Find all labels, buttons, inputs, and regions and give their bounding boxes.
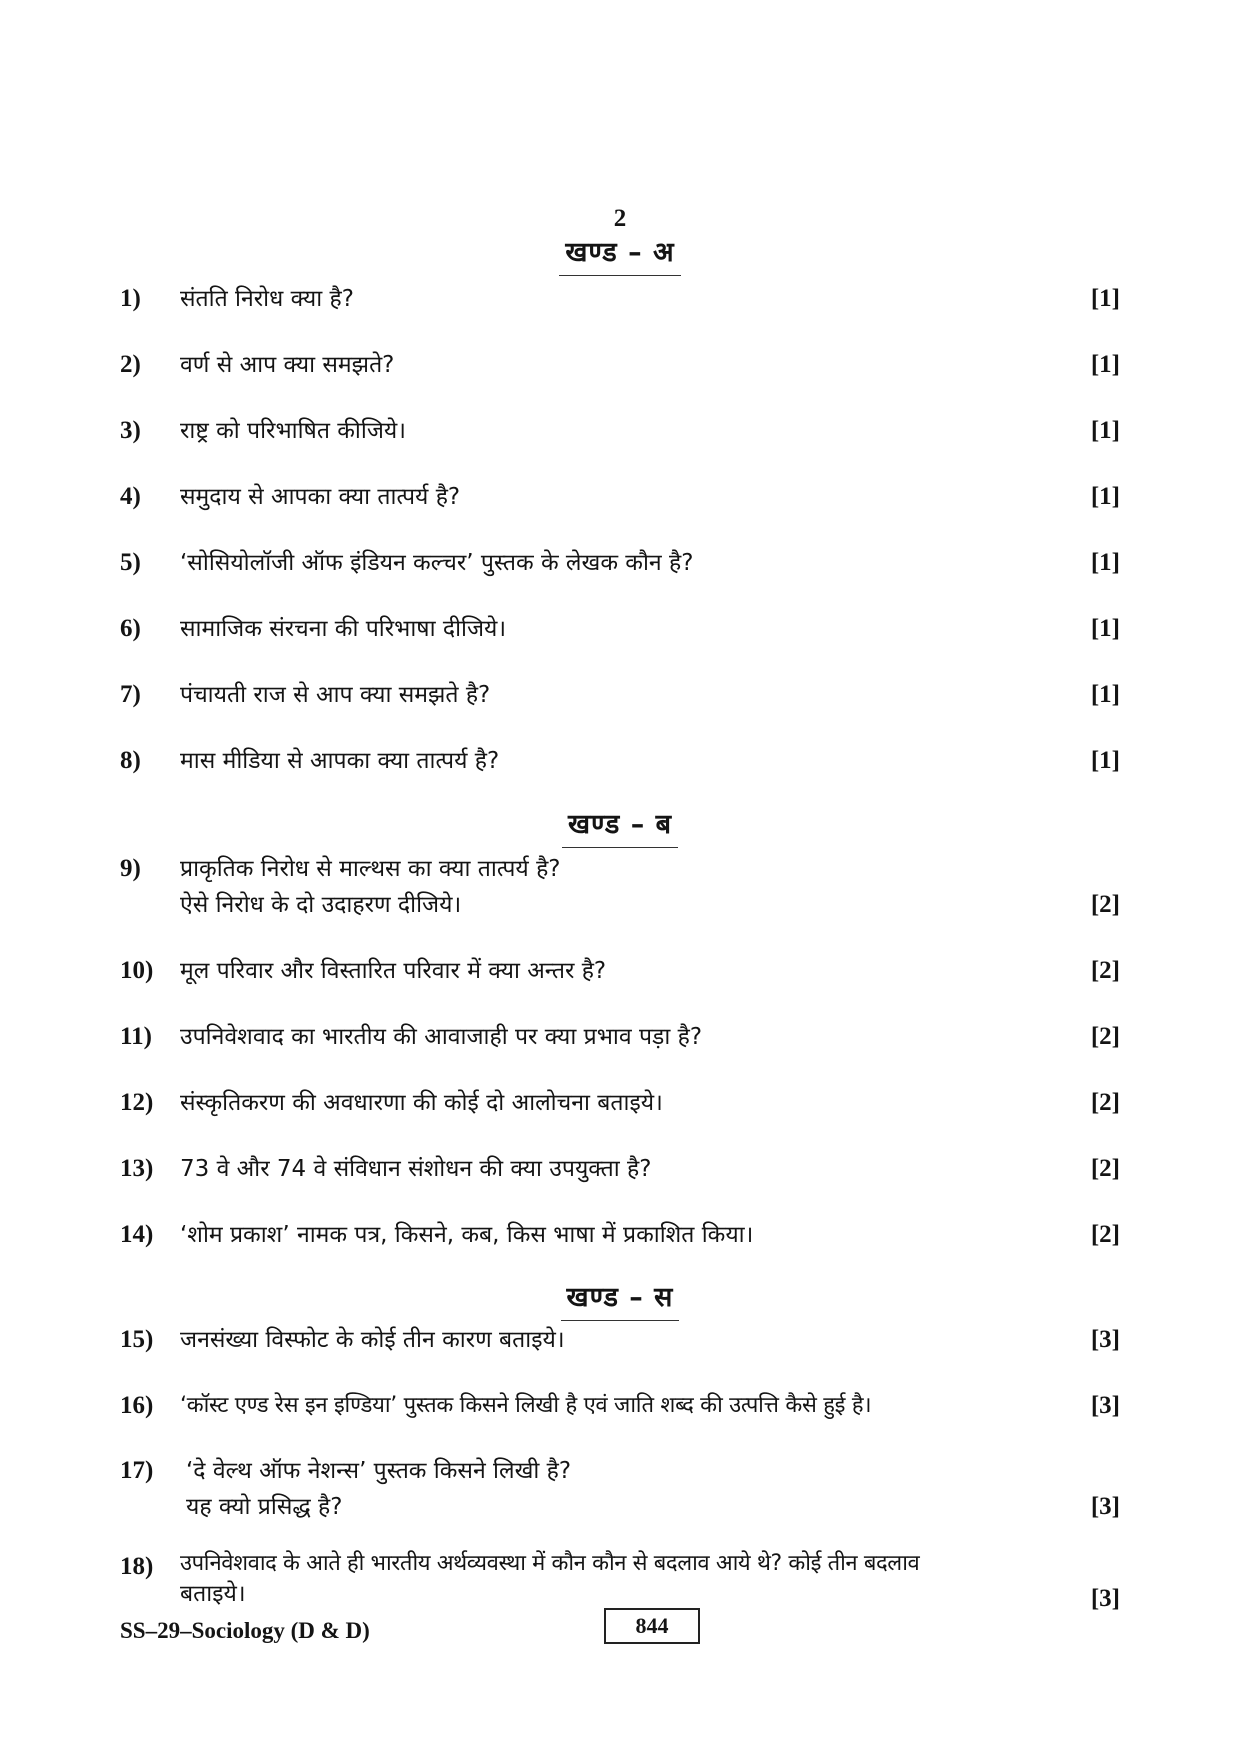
section-title: खण्ड – अ [559, 232, 680, 276]
question-text-line2: ऐसे निरोध के दो उदाहरण दीजिये। [180, 892, 462, 918]
question-text: प्राकृतिक निरोध से माल्थस का क्या तात्पर्य है? [180, 856, 561, 882]
section-title: खण्ड – स [561, 1277, 680, 1321]
question-number: 10) [120, 957, 154, 984]
question-marks: [2] [1090, 957, 1120, 984]
question-text: वर्ण से आप क्या समझते? [180, 352, 395, 378]
question-text: उपनिवेशवाद का भारतीय की आवाजाही पर क्या प्रभाव पड़ा है? [180, 1024, 703, 1050]
question-number: 16) [120, 1392, 154, 1419]
question-text: समुदाय से आपका क्या तात्पर्य है? [180, 484, 461, 510]
section-heading-a [0, 232, 1240, 276]
question-number: 8) [120, 747, 141, 774]
question-marks: [1] [1090, 483, 1120, 510]
question-number: 4) [120, 483, 141, 510]
question-text: मूल परिवार और विस्तारित परिवार में क्या अन्तर है? [180, 958, 607, 984]
question-text: मास मीडिया से आपका क्या तात्पर्य है? [180, 748, 500, 774]
question-number: 15) [120, 1326, 154, 1353]
question-marks: [2] [1090, 1023, 1120, 1050]
question-marks: [1] [1090, 681, 1120, 708]
question-text: पंचायती राज से आप क्या समझते है? [180, 682, 491, 708]
question-number: 7) [120, 681, 141, 708]
question-text: ‘शोम प्रकाश’ नामक पत्र, किसने, कब, किस भाषा में प्रकाशित किया। [180, 1222, 754, 1248]
question-marks: [3] [1090, 1392, 1120, 1419]
question-text: ‘सोसियोलॉजी ऑफ इंडियन कल्चर’ पुस्तक के लेखक कौन है? [180, 550, 694, 576]
question-number: 13) [120, 1155, 154, 1182]
paper-code: SS–29–Sociology (D & D) [120, 1618, 370, 1643]
question-number: 14) [120, 1221, 154, 1248]
question-number: 6) [120, 615, 141, 642]
question-number: 17) [120, 1457, 154, 1484]
question-marks: [3] [1090, 1585, 1120, 1612]
question-marks: [2] [1090, 1221, 1120, 1248]
question-text-line2: बताइये। [180, 1581, 246, 1607]
question-number: 9) [120, 855, 141, 882]
question-marks: [1] [1090, 417, 1120, 444]
question-marks: [1] [1090, 549, 1120, 576]
page-code-box: 844 [604, 1608, 700, 1644]
section-heading-b [0, 804, 1240, 848]
question-marks: [3] [1090, 1326, 1120, 1353]
question-number: 18) [120, 1553, 154, 1580]
question-text: उपनिवेशवाद के आते ही भारतीय अर्थव्यवस्था में कौन कौन से बदलाव आये थे? कोई तीन बदलाव [180, 1551, 920, 1576]
question-marks: [1] [1090, 615, 1120, 642]
question-marks: [1] [1090, 285, 1120, 312]
question-text: राष्ट्र को परिभाषित कीजिये। [180, 418, 406, 444]
question-number: 1) [120, 285, 141, 312]
question-text: संस्कृतिकरण की अवधारणा की कोई दो आलोचना बताइये। [180, 1090, 663, 1116]
page-number: 2 [613, 205, 627, 232]
question-text: सामाजिक संरचना की परिभाषा दीजिये। [180, 616, 507, 642]
question-marks: [2] [1090, 1089, 1120, 1116]
question-text: जनसंख्या विस्फोट के कोई तीन कारण बताइये। [180, 1327, 565, 1353]
question-text: 73 वे और 74 वे संविधान संशोधन की क्या उपयुक्ता है? [180, 1156, 652, 1182]
section-title: खण्ड – ब [562, 804, 678, 848]
question-number: 2) [120, 351, 141, 378]
question-number: 5) [120, 549, 141, 576]
question-number: 11) [120, 1023, 152, 1050]
question-marks: [1] [1090, 747, 1120, 774]
question-text-line2: यह क्यो प्रसिद्ध है? [186, 1494, 343, 1520]
question-marks: [3] [1090, 1493, 1120, 1520]
question-number: 12) [120, 1089, 154, 1116]
question-marks: [2] [1090, 1155, 1120, 1182]
question-text: ‘दे वेल्थ ऑफ नेशन्स’ पुस्तक किसने लिखी है? [186, 1458, 572, 1484]
question-marks: [2] [1090, 891, 1120, 918]
question-text: ‘कॉस्ट एण्ड रेस इन इण्डिया’ पुस्तक किसने लिखी है एवं जाति शब्द की उत्पत्ति कैसे हुई है। [180, 1393, 872, 1418]
section-heading-c [0, 1277, 1240, 1321]
question-marks: [1] [1090, 351, 1120, 378]
question-number: 3) [120, 417, 141, 444]
question-text: संतति निरोध क्या है? [180, 286, 354, 312]
